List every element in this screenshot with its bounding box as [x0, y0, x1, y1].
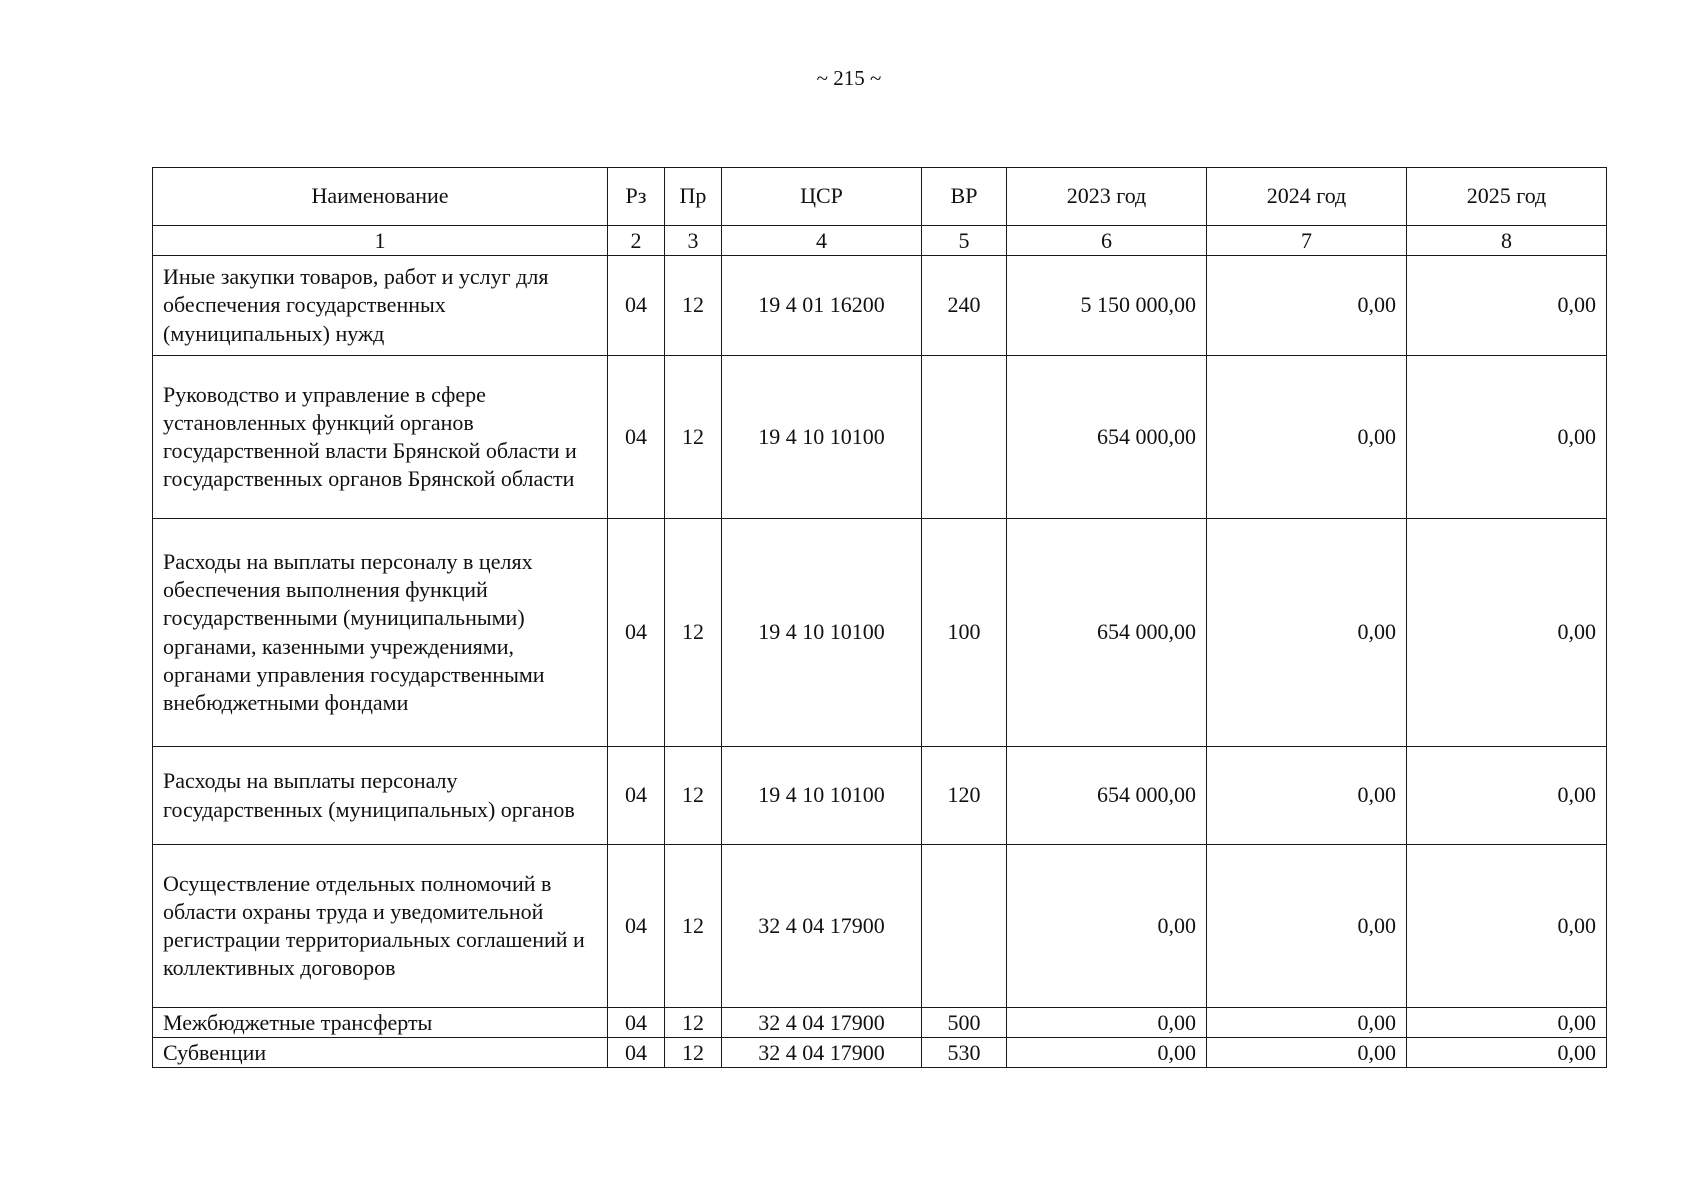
row-2024: 0,00: [1207, 1008, 1407, 1038]
row-name: Субвенции: [153, 1038, 608, 1068]
row-pr: 12: [665, 356, 722, 519]
row-2024: 0,00: [1207, 845, 1407, 1008]
header-2024: 2024 год: [1207, 168, 1407, 226]
header-vr: ВР: [922, 168, 1007, 226]
row-rz: 04: [608, 519, 665, 747]
row-2024: 0,00: [1207, 1038, 1407, 1068]
header-2025: 2025 год: [1407, 168, 1607, 226]
column-number: 4: [722, 226, 922, 256]
column-number-row: [153, 226, 1607, 256]
row-pr: 12: [665, 1008, 722, 1038]
row-name: Руководство и управление в сфере установленных функций органов государственной власти Брянской области и государственных органов Брянской области: [153, 356, 608, 519]
row-2025: 0,00: [1407, 845, 1607, 1008]
page-number: ~ 215 ~: [816, 66, 882, 90]
row-2024: 0,00: [1207, 356, 1407, 519]
table-row: [153, 356, 1607, 519]
row-rz: 04: [608, 356, 665, 519]
column-number: 3: [665, 226, 722, 256]
row-2025: 0,00: [1407, 519, 1607, 747]
row-pr: 12: [665, 845, 722, 1008]
row-rz: 04: [608, 256, 665, 356]
header-name: Наименование: [153, 168, 608, 226]
row-csr: 32 4 04 17900: [722, 845, 922, 1008]
budget-table: [152, 167, 1607, 1068]
column-number: 2: [608, 226, 665, 256]
column-number: 7: [1207, 226, 1407, 256]
row-pr: 12: [665, 256, 722, 356]
row-vr: 120: [922, 747, 1007, 845]
row-name: Расходы на выплаты персоналу государственных (муниципальных) органов: [153, 747, 608, 845]
row-vr: [922, 845, 1007, 1008]
table-row: [153, 1038, 1607, 1068]
header-2023: 2023 год: [1007, 168, 1207, 226]
table-row: [153, 1008, 1607, 1038]
row-2023: 654 000,00: [1007, 356, 1207, 519]
row-2024: 0,00: [1207, 519, 1407, 747]
row-vr: 240: [922, 256, 1007, 356]
row-2025: 0,00: [1407, 1038, 1607, 1068]
row-2023: 654 000,00: [1007, 747, 1207, 845]
row-2023: 0,00: [1007, 845, 1207, 1008]
row-rz: 04: [608, 747, 665, 845]
table-row: [153, 845, 1607, 1008]
table-row: [153, 519, 1607, 747]
row-2023: 0,00: [1007, 1008, 1207, 1038]
row-rz: 04: [608, 1038, 665, 1068]
row-name: Иные закупки товаров, работ и услуг для обеспечения государственных (муниципальных) нужд: [153, 256, 608, 356]
header-csr: ЦСР: [722, 168, 922, 226]
row-name: Межбюджетные трансферты: [153, 1008, 608, 1038]
row-pr: 12: [665, 747, 722, 845]
row-2023: 654 000,00: [1007, 519, 1207, 747]
row-pr: 12: [665, 519, 722, 747]
row-2025: 0,00: [1407, 1008, 1607, 1038]
column-number: 6: [1007, 226, 1207, 256]
row-vr: 100: [922, 519, 1007, 747]
header-rz: Рз: [608, 168, 665, 226]
row-name: Расходы на выплаты персоналу в целях обеспечения выполнения функций государственными (муниципальными) органами, казенными учреждениями, органами управления государственными внебюджетными фондами: [153, 519, 608, 747]
row-name: Осуществление отдельных полномочий в области охраны труда и уведомительной регистрации территориальных соглашений и коллективных договоров: [153, 845, 608, 1008]
table-row: [153, 747, 1607, 845]
column-number: 1: [153, 226, 608, 256]
row-csr: 19 4 10 10100: [722, 356, 922, 519]
table-row: [153, 256, 1607, 356]
row-vr: 500: [922, 1008, 1007, 1038]
row-csr: 32 4 04 17900: [722, 1038, 922, 1068]
column-number: 8: [1407, 226, 1607, 256]
row-rz: 04: [608, 1008, 665, 1038]
row-2025: 0,00: [1407, 356, 1607, 519]
row-2024: 0,00: [1207, 747, 1407, 845]
header-row: [153, 168, 1607, 226]
row-vr: 530: [922, 1038, 1007, 1068]
row-csr: 19 4 10 10100: [722, 747, 922, 845]
row-2025: 0,00: [1407, 256, 1607, 356]
row-csr: 19 4 01 16200: [722, 256, 922, 356]
row-pr: 12: [665, 1038, 722, 1068]
row-rz: 04: [608, 845, 665, 1008]
row-csr: 19 4 10 10100: [722, 519, 922, 747]
header-pr: Пр: [665, 168, 722, 226]
row-csr: 32 4 04 17900: [722, 1008, 922, 1038]
column-number: 5: [922, 226, 1007, 256]
row-2023: 5 150 000,00: [1007, 256, 1207, 356]
row-vr: [922, 356, 1007, 519]
row-2024: 0,00: [1207, 256, 1407, 356]
row-2023: 0,00: [1007, 1038, 1207, 1068]
row-2025: 0,00: [1407, 747, 1607, 845]
